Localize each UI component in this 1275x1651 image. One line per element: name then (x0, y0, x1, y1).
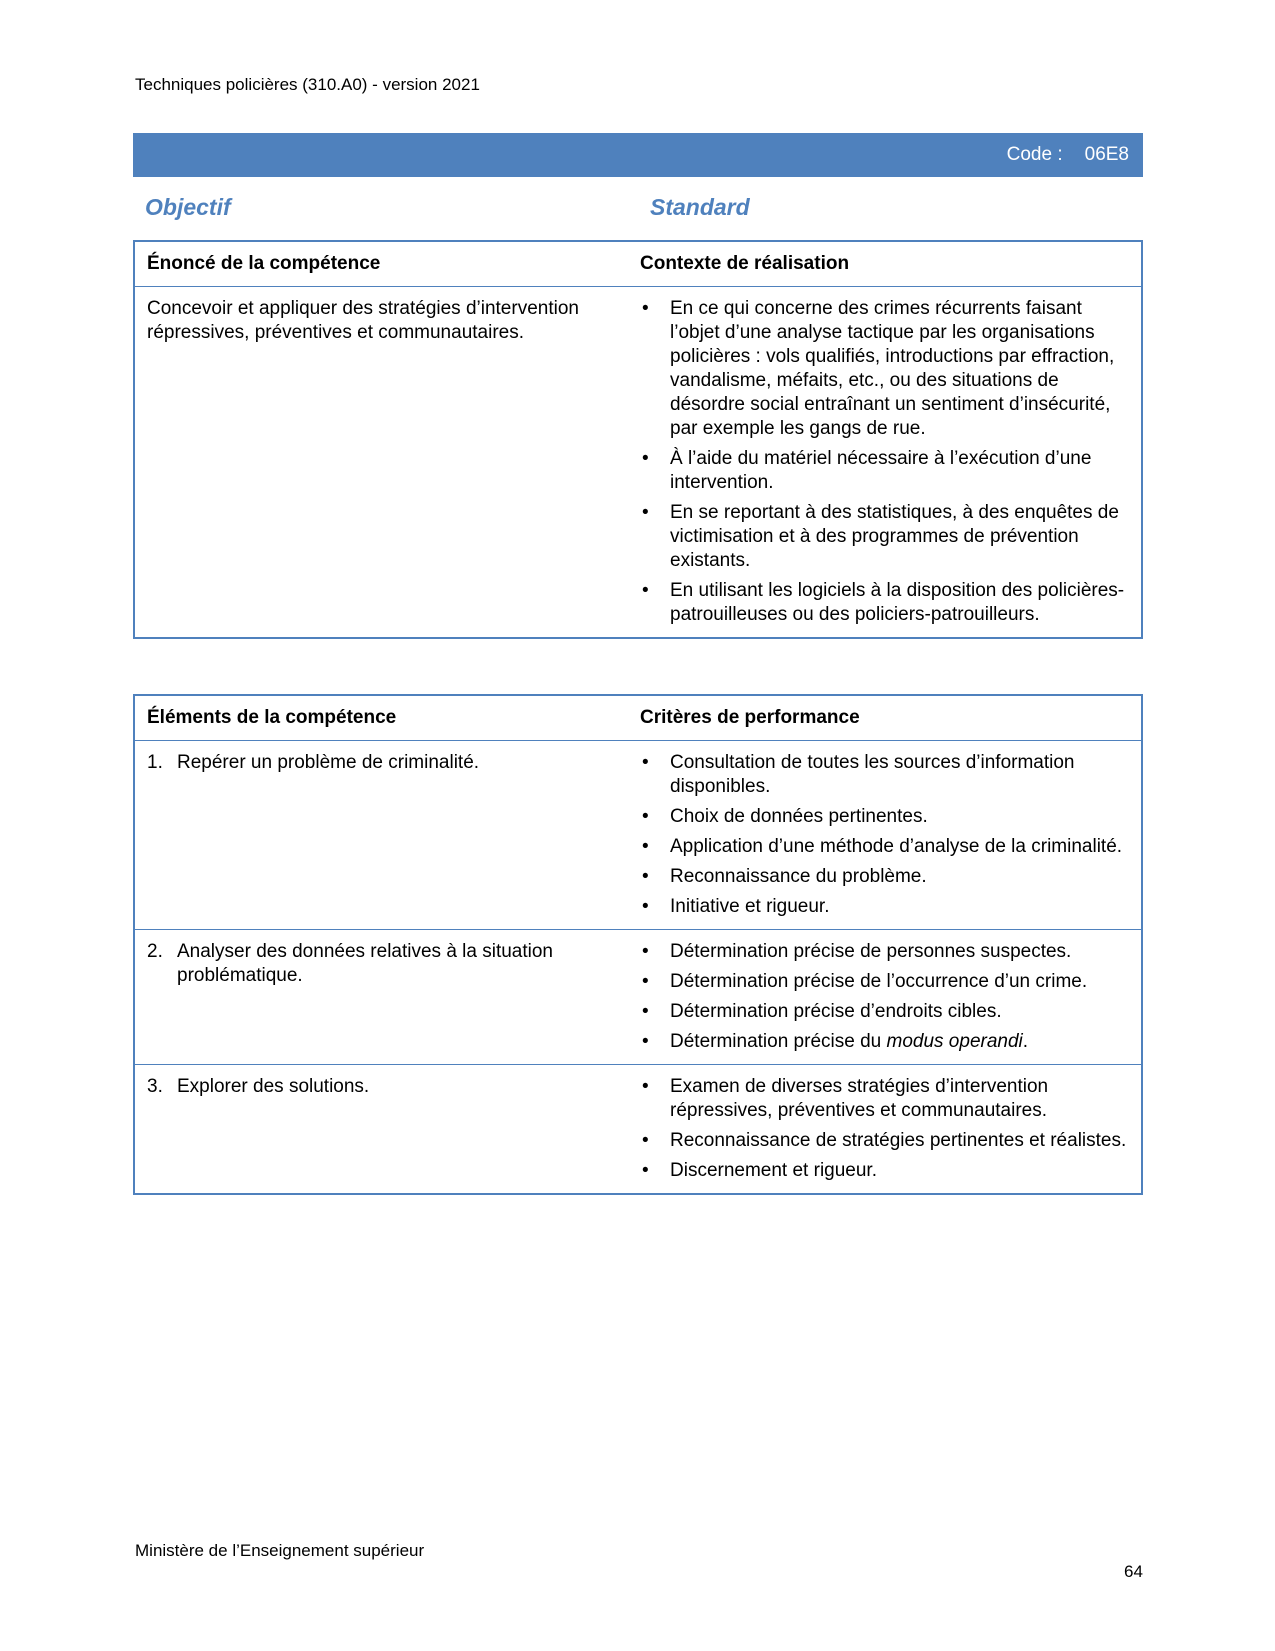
elements-table-header (135, 696, 1141, 741)
criteria-list (640, 940, 1131, 1054)
standard-title: Standard (650, 194, 750, 220)
context-list (640, 297, 1131, 627)
element-item: 2. Analyser des données relatives à la situation problématique. (147, 941, 554, 986)
table-row (135, 1065, 1141, 1193)
list-item: • Reconnaissance de stratégies pertinentes et réalistes. (642, 1130, 1127, 1151)
list-item: • Consultation de toutes les sources d’information disponibles. (642, 752, 1075, 797)
criteria-list (640, 751, 1131, 919)
list-item: • À l’aide du matériel nécessaire à l’exécution d’une intervention. (642, 448, 1092, 493)
elements-table (133, 694, 1143, 1195)
table-row (135, 741, 1141, 930)
code-value: 06E8 (1084, 144, 1129, 165)
table-row (135, 930, 1141, 1065)
list-item: • Initiative et rigueur. (642, 896, 830, 917)
criteria-header: Critères de performance (640, 707, 860, 728)
element-item: 3. Explorer des solutions. (147, 1076, 370, 1097)
context-header: Contexte de réalisation (640, 253, 850, 274)
list-item: • Reconnaissance du problème. (642, 866, 927, 887)
program-header: Techniques policières (310.A0) - version 2021 (135, 75, 480, 94)
objectif-title: Objectif (145, 194, 231, 220)
element-item: 1. Repérer un problème de criminalité. (147, 752, 480, 773)
page-number: 64 (1124, 1562, 1143, 1581)
list-item: • Détermination précise de personnes suspectes. (642, 941, 1072, 962)
list-item: • Détermination précise du modus operandi. (642, 1031, 1029, 1052)
criteria-list (640, 1075, 1131, 1183)
list-item: • Détermination précise de l’occurrence d’un crime. (642, 971, 1088, 992)
code-label: Code : (1006, 144, 1063, 165)
statement-header: Énoncé de la compétence (147, 253, 381, 274)
list-item: • Discernement et rigueur. (642, 1160, 877, 1181)
competence-table (133, 240, 1143, 639)
list-item: • Choix de données pertinentes. (642, 806, 928, 827)
code-bar (133, 133, 1143, 177)
list-item: • En utilisant les logiciels à la disposition des policières-patrouilleuses ou des policiers-patrouilleurs. (642, 580, 1125, 625)
list-item: • Examen de diverses stratégies d’intervention répressives, préventives et communautaires. (642, 1076, 1049, 1121)
elements-header: Éléments de la compétence (147, 707, 397, 728)
competence-row (135, 287, 1141, 637)
footer-ministry: Ministère de l’Enseignement supérieur (135, 1541, 425, 1560)
list-item: • En se reportant à des statistiques, à des enquêtes de victimisation et à des programmes de prévention existants. (642, 502, 1119, 571)
competence-table-header (135, 242, 1141, 287)
list-item: • Détermination précise d’endroits cibles. (642, 1001, 1002, 1022)
list-item: • Application d’une méthode d’analyse de la criminalité. (642, 836, 1123, 857)
list-item: • En ce qui concerne des crimes récurrents faisant l’objet d’une analyse tactique par les organisations policières : vols qualifiés, introductions par effraction, vandalisme, méfaits, etc., ou des situations de désordre social entraînant un sentiment d’insécurité, par exemple les gangs de rue. (642, 298, 1115, 439)
competence-statement: Concevoir et appliquer des stratégies d’intervention répressives, préventives et communautaires. (147, 298, 579, 343)
